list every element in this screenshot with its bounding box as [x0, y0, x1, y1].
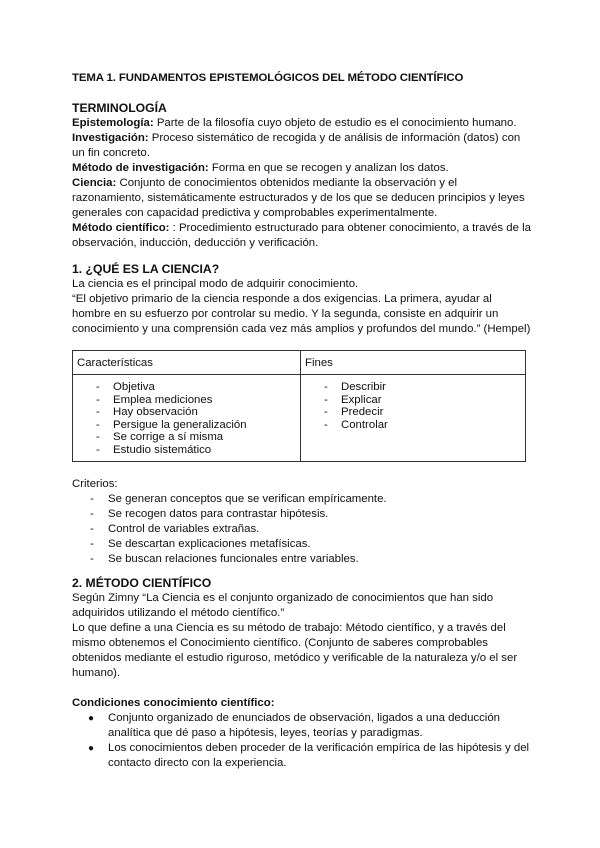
list-item: - Estudio sistemático [96, 443, 212, 456]
criteria-section [72, 477, 532, 567]
conditions-section [72, 696, 532, 771]
section-2-paragraph: Lo que define a una Ciencia es su método de trabajo: Método científico, y a través del mismo obtenemos el Conocimiento científico. (Conjunto de saberes comprobables obtenidos mediante el estudio riguroso, metódico y verificable de la naturaleza y/o el ser humano). [72, 622, 518, 679]
term-definition: Parte de la filosofía cuyo objeto de estudio es el conocimiento humano. [153, 117, 517, 129]
term-label: Epistemología: [72, 117, 154, 129]
criteria-list [72, 492, 532, 567]
term-definition: : Procedimiento estructurado para obtener conocimiento, a través de la observación, inducción, deducción y verificación. [72, 222, 531, 249]
term-definition: Conjunto de conocimientos obtenidos mediante la observación y el razonamiento, sistemáticamente estructurados y de los que se deducen principios y leyes generales con capacidad predictiva y comprobables experimentalmente. [72, 177, 525, 219]
table-header-aims: Fines [301, 351, 526, 375]
list-item: - Se recogen datos para contrastar hipótesis. [90, 508, 329, 520]
list-item: - Explicar [324, 393, 382, 406]
term-label: Ciencia: [72, 177, 117, 189]
list-item: - Se descartan explicaciones metafísicas. [90, 538, 311, 550]
list-item: - Controlar [324, 418, 388, 431]
bullet-icon: ● [88, 713, 95, 724]
term-entry [72, 161, 532, 176]
document-title: TEMA 1. FUNDAMENTOS EPISTEMOLÓGICOS DEL MÉTODO CIENTÍFICO [72, 72, 464, 84]
list-item: - Describir [324, 381, 386, 393]
aims-list [305, 381, 521, 431]
zimny-quote: Según Zimny “La Ciencia es el conjunto organizado de conocimientos que han sido adquiridos utilizando el método científico.” [72, 592, 494, 619]
list-item: - Control de variables extrañas. [90, 523, 260, 535]
list-item: ● Los conocimientos deben proceder de la verificación empírica de las hipótesis y del contacto directo con la experiencia. [88, 742, 530, 769]
list-item: - Se buscan relaciones funcionales entre variables. [90, 553, 359, 565]
term-entry [72, 131, 532, 161]
term-label: Método de investigación: [72, 162, 209, 174]
list-item: - Se generan conceptos que se verifican empíricamente. [90, 493, 387, 505]
conditions-heading: Condiciones conocimiento científico: [72, 697, 275, 709]
terminology-heading: TERMINOLOGÍA [72, 101, 167, 115]
hempel-quote: “El objetivo primario de la ciencia responde a dos exigencias. La primera, ayudar al hombre en su esfuerzo por controlar su medio. Y la segunda, consiste en adquirir un conocimiento y una comprensión cada vez más amplios y profundos del mundo.” (Hempel) [72, 293, 531, 335]
term-definition: Forma en que se recogen y analizan los datos. [208, 162, 449, 174]
table-header-row [73, 351, 526, 375]
characteristics-cell [73, 375, 301, 462]
term-definition: Proceso sistemático de recogida y de análisis de información (datos) con un fin concreto. [72, 132, 521, 159]
list-item: - Emplea mediciones [96, 393, 213, 406]
section-1-heading: 1. ¿QUÉ ES LA CIENCIA? [72, 262, 220, 276]
section-1 [72, 262, 532, 337]
table-header-characteristics: Características [73, 351, 301, 375]
term-entry [72, 176, 532, 221]
term-entry [72, 116, 532, 131]
term-entry [72, 221, 532, 251]
bullet-icon: ● [88, 743, 95, 754]
term-label: Investigación: [72, 132, 149, 144]
characteristics-list [77, 381, 296, 456]
section-2-heading: 2. MÉTODO CIENTÍFICO [72, 576, 212, 590]
list-item: - Objetiva [96, 381, 155, 393]
section-1-intro: La ciencia es el principal modo de adquirir conocimiento. [72, 278, 359, 290]
terminology-section [72, 101, 532, 251]
conditions-list [72, 711, 532, 771]
list-item: - Persigue la generalización [96, 418, 247, 431]
characteristics-aims-table [72, 350, 526, 462]
table-row [73, 375, 526, 462]
list-item: - Hay observación [96, 406, 198, 418]
criteria-label: Criterios: [72, 478, 118, 490]
section-2 [72, 576, 532, 681]
term-label: Método científico: [72, 222, 170, 234]
aims-cell [301, 375, 526, 462]
list-item: - Se corrige a sí misma [96, 431, 224, 443]
list-item: ● Conjunto organizado de enunciados de observación, ligados a una deducción analítica que dé paso a hipótesis, leyes, teorías y paradigmas. [88, 712, 500, 739]
list-item: - Predecir [324, 406, 384, 418]
